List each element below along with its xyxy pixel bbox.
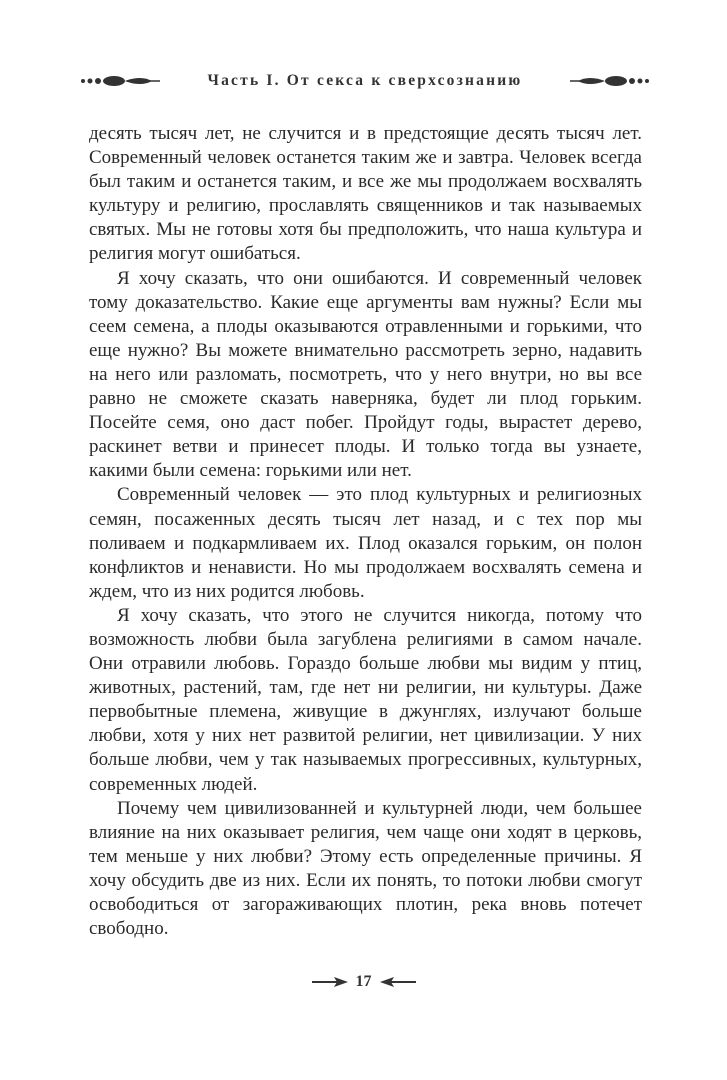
paragraph: Я хочу сказать, что они ошибаются. И современный человек тому доказательство. Какие еще аргументы вам нужны? Если мы сеем семена, а плоды оказываются отравленными и горькими, что еще нужно? Вы можете внимательно рассмотреть зерно, надавить на него или разломать, посмотреть, что у него внутри, но вы все равно не сможете сказать наверняка, будет ли плод горьким. Посейте семя, оно даст побег. Пройдут годы, вырастет дерево, раскинет ветви и принесет плоды. И только тогда вы узнаете, какими были семена: горькими или нет. [89, 267, 642, 482]
paragraph: Современный человек — это плод культурных и религиозных семян, посаженных десять тысяч лет назад, и с тех пор мы поливаем и подкармливаем их. Плод оказался горьким, он полон конфликтов и ненависти. Но мы продолжаем восхвалять семена и ждем, что из них родится любовь. [89, 484, 642, 602]
running-header [80, 66, 650, 96]
paragraph: десять тысяч лет, не случится и в предстоящие десять тысяч лет. Современный человек останется таким же и завтра. Человек всегда был таким и останется таким, и все же мы продолжаем восхвалять культуру и религию, прославлять священников и так называемых святых. Мы не готовы хотя бы предположить, что наша культура и религия могут ошибаться. [89, 123, 642, 265]
body-text [89, 122, 642, 941]
ornament-right-icon [570, 73, 650, 89]
paragraph: Почему чем цивилизованней и культурней люди, чем большее влияние на них оказывает религия, чем чаще они ходят в церковь, тем меньше у них любви? Этому есть определенные причины. Я хочу обсудить две из них. Если их понять, то потоки любви смогут освободиться от загораживающих плотин, река вновь потечет свободно. [89, 797, 642, 940]
ornament-left-icon [80, 73, 160, 89]
header-title: Часть I. От секса к сверхсознанию [207, 72, 523, 89]
page-footer [0, 973, 727, 991]
page-number: 17 [355, 973, 372, 990]
arrow-left-ornament-icon [380, 976, 416, 988]
paragraph: Я хочу сказать, что этого не случится никогда, потому что возможность любви была загублена религиями в самом начале. Они отравили любовь. Гораздо больше любви мы видим у птиц, животных, растений, там, где нет ни религии, ни культуры. Даже первобытные племена, живущие в джунглях, излучают больше любви, хотя у них нет развитой религии, нет цивилизации. У них больше любви, чем у так называемых прогрессивных, культурных, современных людей. [89, 604, 642, 795]
arrow-right-ornament-icon [312, 976, 348, 988]
